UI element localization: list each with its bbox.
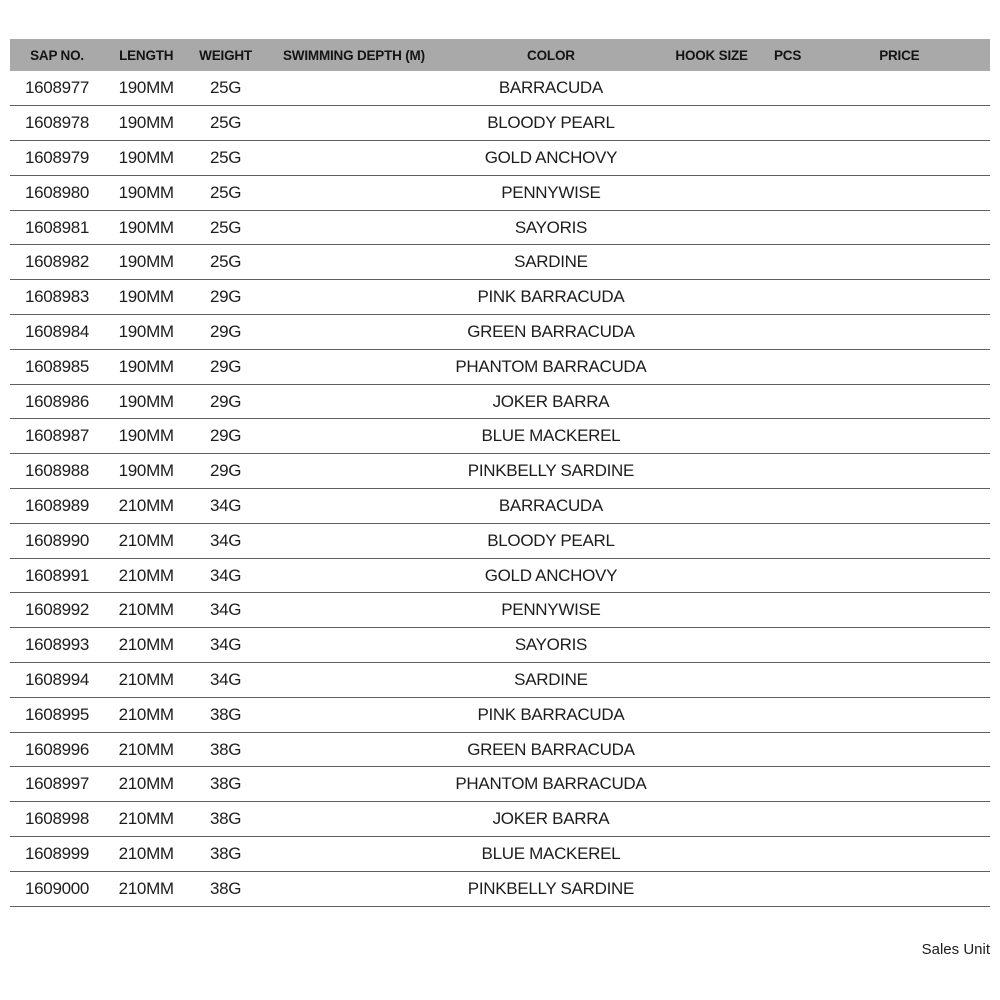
cell-pcs bbox=[767, 106, 809, 141]
table-row bbox=[10, 663, 990, 698]
cell-length: 190MM bbox=[104, 454, 188, 489]
cell-color: PENNYWISE bbox=[445, 175, 657, 210]
cell-weight: 25G bbox=[188, 106, 262, 141]
table-row bbox=[10, 245, 990, 280]
cell-depth bbox=[263, 802, 445, 837]
column-header-color: COLOR bbox=[445, 39, 657, 71]
cell-weight: 34G bbox=[188, 593, 262, 628]
cell-depth bbox=[263, 384, 445, 419]
cell-color: PINKBELLY SARDINE bbox=[445, 454, 657, 489]
cell-sap: 1608986 bbox=[10, 384, 104, 419]
table-row bbox=[10, 419, 990, 454]
cell-hook bbox=[657, 106, 767, 141]
cell-sap: 1608979 bbox=[10, 141, 104, 176]
cell-weight: 25G bbox=[188, 210, 262, 245]
table-header bbox=[10, 39, 990, 71]
cell-price bbox=[809, 210, 990, 245]
cell-hook bbox=[657, 175, 767, 210]
cell-color: BLUE MACKEREL bbox=[445, 419, 657, 454]
table-row bbox=[10, 71, 990, 106]
cell-price bbox=[809, 802, 990, 837]
table-row bbox=[10, 732, 990, 767]
cell-hook bbox=[657, 384, 767, 419]
cell-hook bbox=[657, 245, 767, 280]
cell-color: PINK BARRACUDA bbox=[445, 697, 657, 732]
cell-hook bbox=[657, 489, 767, 524]
cell-depth bbox=[263, 593, 445, 628]
cell-hook bbox=[657, 315, 767, 350]
column-header-swimming-depth: SWIMMING DEPTH (M) bbox=[263, 39, 445, 71]
cell-length: 190MM bbox=[104, 106, 188, 141]
cell-price bbox=[809, 558, 990, 593]
cell-pcs bbox=[767, 628, 809, 663]
cell-depth bbox=[263, 558, 445, 593]
cell-sap: 1608997 bbox=[10, 767, 104, 802]
cell-price bbox=[809, 175, 990, 210]
table-row bbox=[10, 210, 990, 245]
column-header-hook-size: HOOK SIZE bbox=[657, 39, 767, 71]
cell-sap: 1608987 bbox=[10, 419, 104, 454]
cell-weight: 34G bbox=[188, 558, 262, 593]
cell-price bbox=[809, 732, 990, 767]
cell-color: PINKBELLY SARDINE bbox=[445, 871, 657, 906]
cell-depth bbox=[263, 489, 445, 524]
cell-hook bbox=[657, 454, 767, 489]
cell-sap: 1608983 bbox=[10, 280, 104, 315]
cell-weight: 38G bbox=[188, 767, 262, 802]
cell-weight: 29G bbox=[188, 454, 262, 489]
cell-pcs bbox=[767, 558, 809, 593]
cell-length: 190MM bbox=[104, 419, 188, 454]
cell-weight: 34G bbox=[188, 489, 262, 524]
cell-depth bbox=[263, 697, 445, 732]
cell-hook bbox=[657, 141, 767, 176]
cell-hook bbox=[657, 802, 767, 837]
cell-color: BARRACUDA bbox=[445, 489, 657, 524]
table-row bbox=[10, 141, 990, 176]
cell-weight: 29G bbox=[188, 315, 262, 350]
cell-pcs bbox=[767, 593, 809, 628]
cell-length: 210MM bbox=[104, 523, 188, 558]
cell-hook bbox=[657, 767, 767, 802]
cell-pcs bbox=[767, 210, 809, 245]
sales-unit-label: Sales Unit bbox=[921, 941, 990, 958]
cell-color: PINK BARRACUDA bbox=[445, 280, 657, 315]
cell-hook bbox=[657, 71, 767, 106]
cell-weight: 25G bbox=[188, 71, 262, 106]
cell-sap: 1608981 bbox=[10, 210, 104, 245]
table-row bbox=[10, 558, 990, 593]
column-header-price: PRICE bbox=[809, 39, 990, 71]
column-header-length: LENGTH bbox=[104, 39, 188, 71]
cell-sap: 1609000 bbox=[10, 871, 104, 906]
cell-weight: 29G bbox=[188, 349, 262, 384]
cell-length: 210MM bbox=[104, 767, 188, 802]
cell-price bbox=[809, 871, 990, 906]
cell-color: GOLD ANCHOVY bbox=[445, 558, 657, 593]
cell-length: 190MM bbox=[104, 245, 188, 280]
cell-pcs bbox=[767, 349, 809, 384]
cell-weight: 29G bbox=[188, 419, 262, 454]
cell-length: 190MM bbox=[104, 384, 188, 419]
table-row bbox=[10, 489, 990, 524]
cell-price bbox=[809, 489, 990, 524]
cell-sap: 1608994 bbox=[10, 663, 104, 698]
cell-pcs bbox=[767, 454, 809, 489]
cell-price bbox=[809, 349, 990, 384]
cell-price bbox=[809, 593, 990, 628]
cell-price bbox=[809, 454, 990, 489]
cell-depth bbox=[263, 767, 445, 802]
cell-color: SAYORIS bbox=[445, 210, 657, 245]
cell-depth bbox=[263, 280, 445, 315]
table-row bbox=[10, 384, 990, 419]
cell-hook bbox=[657, 280, 767, 315]
cell-weight: 29G bbox=[188, 384, 262, 419]
cell-color: SAYORIS bbox=[445, 628, 657, 663]
cell-hook bbox=[657, 871, 767, 906]
cell-weight: 25G bbox=[188, 141, 262, 176]
cell-color: PHANTOM BARRACUDA bbox=[445, 349, 657, 384]
cell-depth bbox=[263, 141, 445, 176]
cell-pcs bbox=[767, 871, 809, 906]
cell-length: 190MM bbox=[104, 315, 188, 350]
cell-weight: 34G bbox=[188, 628, 262, 663]
cell-depth bbox=[263, 837, 445, 872]
cell-length: 190MM bbox=[104, 71, 188, 106]
cell-price bbox=[809, 628, 990, 663]
cell-length: 190MM bbox=[104, 349, 188, 384]
cell-sap: 1608992 bbox=[10, 593, 104, 628]
cell-sap: 1608998 bbox=[10, 802, 104, 837]
column-header-weight: WEIGHT bbox=[188, 39, 262, 71]
cell-depth bbox=[263, 663, 445, 698]
cell-pcs bbox=[767, 802, 809, 837]
cell-hook bbox=[657, 349, 767, 384]
cell-length: 210MM bbox=[104, 593, 188, 628]
cell-depth bbox=[263, 349, 445, 384]
cell-length: 210MM bbox=[104, 732, 188, 767]
cell-length: 210MM bbox=[104, 871, 188, 906]
cell-price bbox=[809, 280, 990, 315]
cell-pcs bbox=[767, 523, 809, 558]
cell-color: JOKER BARRA bbox=[445, 802, 657, 837]
cell-hook bbox=[657, 697, 767, 732]
cell-price bbox=[809, 419, 990, 454]
cell-sap: 1608984 bbox=[10, 315, 104, 350]
cell-price bbox=[809, 245, 990, 280]
cell-pcs bbox=[767, 419, 809, 454]
cell-weight: 38G bbox=[188, 697, 262, 732]
cell-length: 190MM bbox=[104, 141, 188, 176]
cell-weight: 38G bbox=[188, 871, 262, 906]
cell-length: 190MM bbox=[104, 175, 188, 210]
cell-depth bbox=[263, 419, 445, 454]
cell-color: PHANTOM BARRACUDA bbox=[445, 767, 657, 802]
cell-hook bbox=[657, 558, 767, 593]
cell-weight: 34G bbox=[188, 523, 262, 558]
cell-weight: 25G bbox=[188, 175, 262, 210]
cell-price bbox=[809, 767, 990, 802]
cell-hook bbox=[657, 732, 767, 767]
cell-length: 210MM bbox=[104, 697, 188, 732]
cell-depth bbox=[263, 175, 445, 210]
cell-color: BLUE MACKEREL bbox=[445, 837, 657, 872]
cell-price bbox=[809, 315, 990, 350]
table-row bbox=[10, 523, 990, 558]
header-row bbox=[10, 39, 990, 71]
cell-depth bbox=[263, 454, 445, 489]
cell-hook bbox=[657, 593, 767, 628]
cell-hook bbox=[657, 419, 767, 454]
table-row bbox=[10, 280, 990, 315]
cell-price bbox=[809, 106, 990, 141]
cell-sap: 1608985 bbox=[10, 349, 104, 384]
cell-pcs bbox=[767, 663, 809, 698]
table-row bbox=[10, 315, 990, 350]
cell-sap: 1608999 bbox=[10, 837, 104, 872]
cell-depth bbox=[263, 315, 445, 350]
table-row bbox=[10, 593, 990, 628]
cell-length: 190MM bbox=[104, 210, 188, 245]
cell-sap: 1608991 bbox=[10, 558, 104, 593]
cell-color: SARDINE bbox=[445, 663, 657, 698]
cell-depth bbox=[263, 210, 445, 245]
cell-depth bbox=[263, 871, 445, 906]
cell-sap: 1608996 bbox=[10, 732, 104, 767]
cell-sap: 1608988 bbox=[10, 454, 104, 489]
table-row bbox=[10, 106, 990, 141]
cell-depth bbox=[263, 71, 445, 106]
cell-depth bbox=[263, 732, 445, 767]
table-row bbox=[10, 767, 990, 802]
cell-weight: 38G bbox=[188, 732, 262, 767]
cell-depth bbox=[263, 106, 445, 141]
cell-sap: 1608978 bbox=[10, 106, 104, 141]
cell-color: BARRACUDA bbox=[445, 71, 657, 106]
cell-pcs bbox=[767, 141, 809, 176]
cell-pcs bbox=[767, 837, 809, 872]
table-row bbox=[10, 175, 990, 210]
cell-price bbox=[809, 384, 990, 419]
cell-color: GREEN BARRACUDA bbox=[445, 315, 657, 350]
cell-sap: 1608989 bbox=[10, 489, 104, 524]
cell-hook bbox=[657, 210, 767, 245]
table-row bbox=[10, 837, 990, 872]
cell-price bbox=[809, 837, 990, 872]
cell-price bbox=[809, 697, 990, 732]
cell-length: 210MM bbox=[104, 628, 188, 663]
cell-color: SARDINE bbox=[445, 245, 657, 280]
cell-weight: 38G bbox=[188, 802, 262, 837]
cell-sap: 1608977 bbox=[10, 71, 104, 106]
cell-sap: 1608980 bbox=[10, 175, 104, 210]
cell-color: JOKER BARRA bbox=[445, 384, 657, 419]
cell-length: 210MM bbox=[104, 663, 188, 698]
cell-color: BLOODY PEARL bbox=[445, 106, 657, 141]
cell-weight: 25G bbox=[188, 245, 262, 280]
table-row bbox=[10, 697, 990, 732]
cell-price bbox=[809, 141, 990, 176]
cell-sap: 1608990 bbox=[10, 523, 104, 558]
cell-pcs bbox=[767, 175, 809, 210]
column-header-sap-no: SAP NO. bbox=[10, 39, 104, 71]
cell-hook bbox=[657, 628, 767, 663]
cell-weight: 38G bbox=[188, 837, 262, 872]
cell-length: 210MM bbox=[104, 802, 188, 837]
cell-pcs bbox=[767, 71, 809, 106]
table-body bbox=[10, 71, 990, 906]
cell-sap: 1608982 bbox=[10, 245, 104, 280]
cell-length: 210MM bbox=[104, 489, 188, 524]
cell-pcs bbox=[767, 489, 809, 524]
cell-price bbox=[809, 523, 990, 558]
cell-color: GREEN BARRACUDA bbox=[445, 732, 657, 767]
cell-length: 210MM bbox=[104, 837, 188, 872]
product-spec-table bbox=[10, 39, 990, 907]
cell-sap: 1608995 bbox=[10, 697, 104, 732]
cell-weight: 29G bbox=[188, 280, 262, 315]
cell-pcs bbox=[767, 245, 809, 280]
table-row bbox=[10, 871, 990, 906]
cell-length: 190MM bbox=[104, 280, 188, 315]
column-header-pcs: PCS bbox=[767, 39, 809, 71]
table-row bbox=[10, 802, 990, 837]
cell-pcs bbox=[767, 767, 809, 802]
cell-length: 210MM bbox=[104, 558, 188, 593]
cell-pcs bbox=[767, 280, 809, 315]
cell-price bbox=[809, 71, 990, 106]
cell-pcs bbox=[767, 732, 809, 767]
cell-color: PENNYWISE bbox=[445, 593, 657, 628]
table-row bbox=[10, 349, 990, 384]
cell-depth bbox=[263, 523, 445, 558]
table-row bbox=[10, 454, 990, 489]
cell-sap: 1608993 bbox=[10, 628, 104, 663]
cell-price bbox=[809, 663, 990, 698]
cell-depth bbox=[263, 628, 445, 663]
cell-pcs bbox=[767, 697, 809, 732]
cell-depth bbox=[263, 245, 445, 280]
cell-hook bbox=[657, 663, 767, 698]
cell-pcs bbox=[767, 384, 809, 419]
cell-hook bbox=[657, 523, 767, 558]
cell-color: GOLD ANCHOVY bbox=[445, 141, 657, 176]
cell-hook bbox=[657, 837, 767, 872]
cell-color: BLOODY PEARL bbox=[445, 523, 657, 558]
table-row bbox=[10, 628, 990, 663]
cell-pcs bbox=[767, 315, 809, 350]
cell-weight: 34G bbox=[188, 663, 262, 698]
